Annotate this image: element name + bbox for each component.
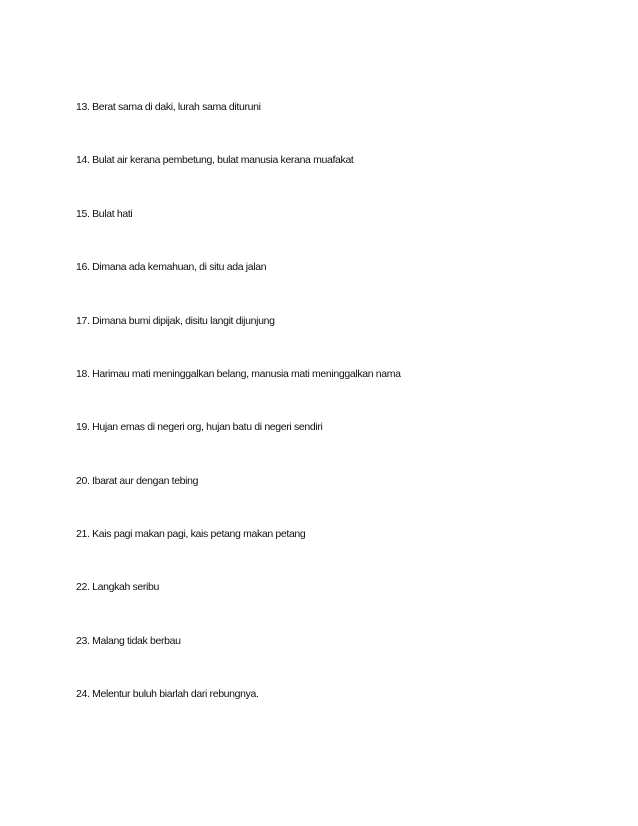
list-item: 19. Hujan emas di negeri org, hujan batu di negeri sendiri: [76, 421, 323, 433]
list-item: 18. Harimau mati meninggalkan belang, manusia mati meninggalkan nama: [76, 368, 401, 380]
list-item: 20. Ibarat aur dengan tebing: [76, 475, 199, 487]
list-item: 17. Dimana bumi dipijak, disitu langit dijunjung: [76, 315, 275, 327]
list-item: 15. Bulat hati: [76, 208, 133, 220]
list-item: 16. Dimana ada kemahuan, di situ ada jalan: [76, 261, 267, 273]
list-item: 22. Langkah seribu: [76, 581, 160, 593]
list-item: 21. Kais pagi makan pagi, kais petang makan petang: [76, 528, 306, 540]
list-item: 13. Berat sama di daki, lurah sama dituruni: [76, 101, 261, 113]
list-item: 14. Bulat air kerana pembetung, bulat manusia kerana muafakat: [76, 154, 354, 166]
list-item: 23. Malang tidak berbau: [76, 635, 181, 647]
list-item: 24. Melentur buluh biarlah dari rebungnya.: [76, 688, 259, 700]
